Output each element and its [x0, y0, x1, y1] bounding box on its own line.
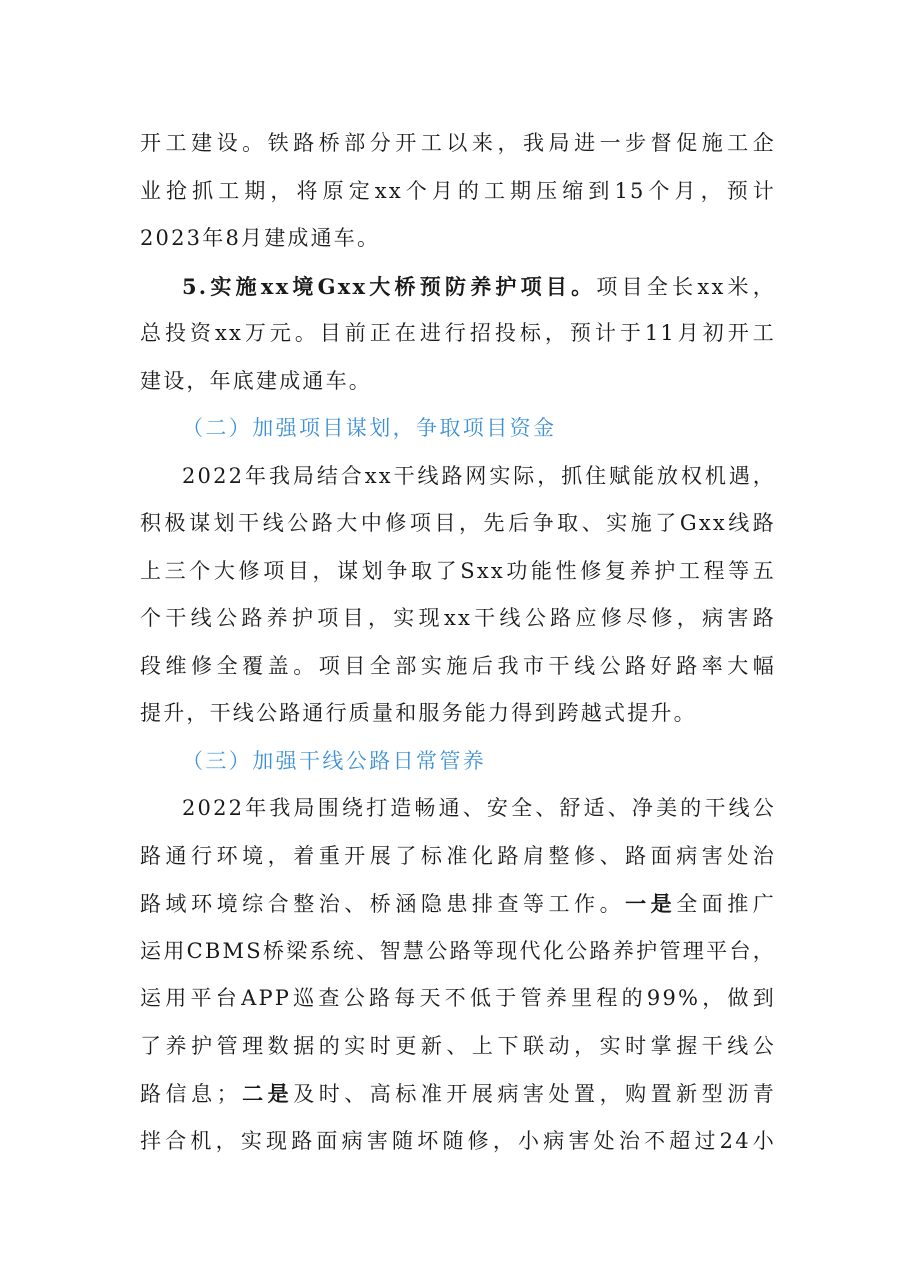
- emphasis-first: 一是: [625, 891, 677, 916]
- paragraph-line: 2022年我局围绕打造畅通、安全、舒适、净美的干线公: [182, 796, 776, 820]
- paragraph-line: 运用平台APP巡查公路每天不低于管养里程的99%，做到: [140, 986, 776, 1010]
- paragraph-line: [140, 1070, 776, 1118]
- section-heading: （二）加强项目谋划，争取项目资金: [182, 416, 557, 440]
- paragraph-text: 及时、高标准开展病害处置，购置新型沥青: [293, 1082, 776, 1106]
- paragraph-text: 项目全长xx米，: [596, 274, 776, 299]
- paragraph-line: 2023年8月建成通车。: [140, 226, 381, 250]
- paragraph-line: 总投资xx万元。目前正在进行招投标，预计于11月初开工: [140, 321, 776, 345]
- paragraph-line: 2022年我局结合xx干线路网实际，抓住赋能放权机遇，: [182, 463, 776, 488]
- paragraph-text: 全面推广: [676, 892, 776, 916]
- paragraph-line: 上三个大修项目，谋划争取了Sxx功能性修复养护工程等五: [140, 558, 776, 583]
- paragraph-line: 提升，干线公路通行质量和服务能力得到跨越式提升。: [140, 701, 697, 725]
- paragraph-line: 了养护管理数据的实时更新、上下联动，实时掌握干线公: [140, 1033, 776, 1058]
- paragraph-text: 路信息；: [140, 1082, 240, 1106]
- paragraph-line: 段维修全覆盖。项目全部实施后我市干线公路好路率大幅: [140, 653, 776, 678]
- paragraph-line: 积极谋划干线公路大中修项目，先后争取、实施了Gxx线路: [140, 511, 776, 535]
- paragraph-line: 建设，年底建成通车。: [140, 368, 372, 393]
- paragraph-line: [140, 880, 776, 928]
- item-5-title: 5.实施xx境Gxx大桥预防养护项目。: [182, 273, 597, 299]
- paragraph-text: 路域环境综合整治、桥涵隐患排查等工作。: [140, 892, 626, 916]
- paragraph-line: [140, 263, 776, 311]
- paragraph-line: 拌合机，实现路面病害随坏随修，小病害处治不超过24小: [140, 1128, 776, 1153]
- paragraph-line: 路通行环境，着重开展了标准化路肩整修、路面病害处治: [140, 843, 776, 868]
- document-body: [140, 120, 776, 1165]
- section-heading: （三）加强干线公路日常管养: [182, 748, 487, 773]
- paragraph-line: 运用CBMS桥梁系统、智慧公路等现代化公路养护管理平台，: [140, 938, 776, 963]
- paragraph-line: 开工建设。铁路桥部分开工以来，我局进一步督促施工企: [140, 131, 776, 155]
- paragraph-line: 个干线公路养护项目，实现xx干线公路应修尽修，病害路: [140, 606, 776, 630]
- emphasis-second: 二是: [239, 1081, 294, 1106]
- paragraph-line: 业抢抓工期，将原定xx个月的工期压缩到15个月，预计: [140, 178, 776, 203]
